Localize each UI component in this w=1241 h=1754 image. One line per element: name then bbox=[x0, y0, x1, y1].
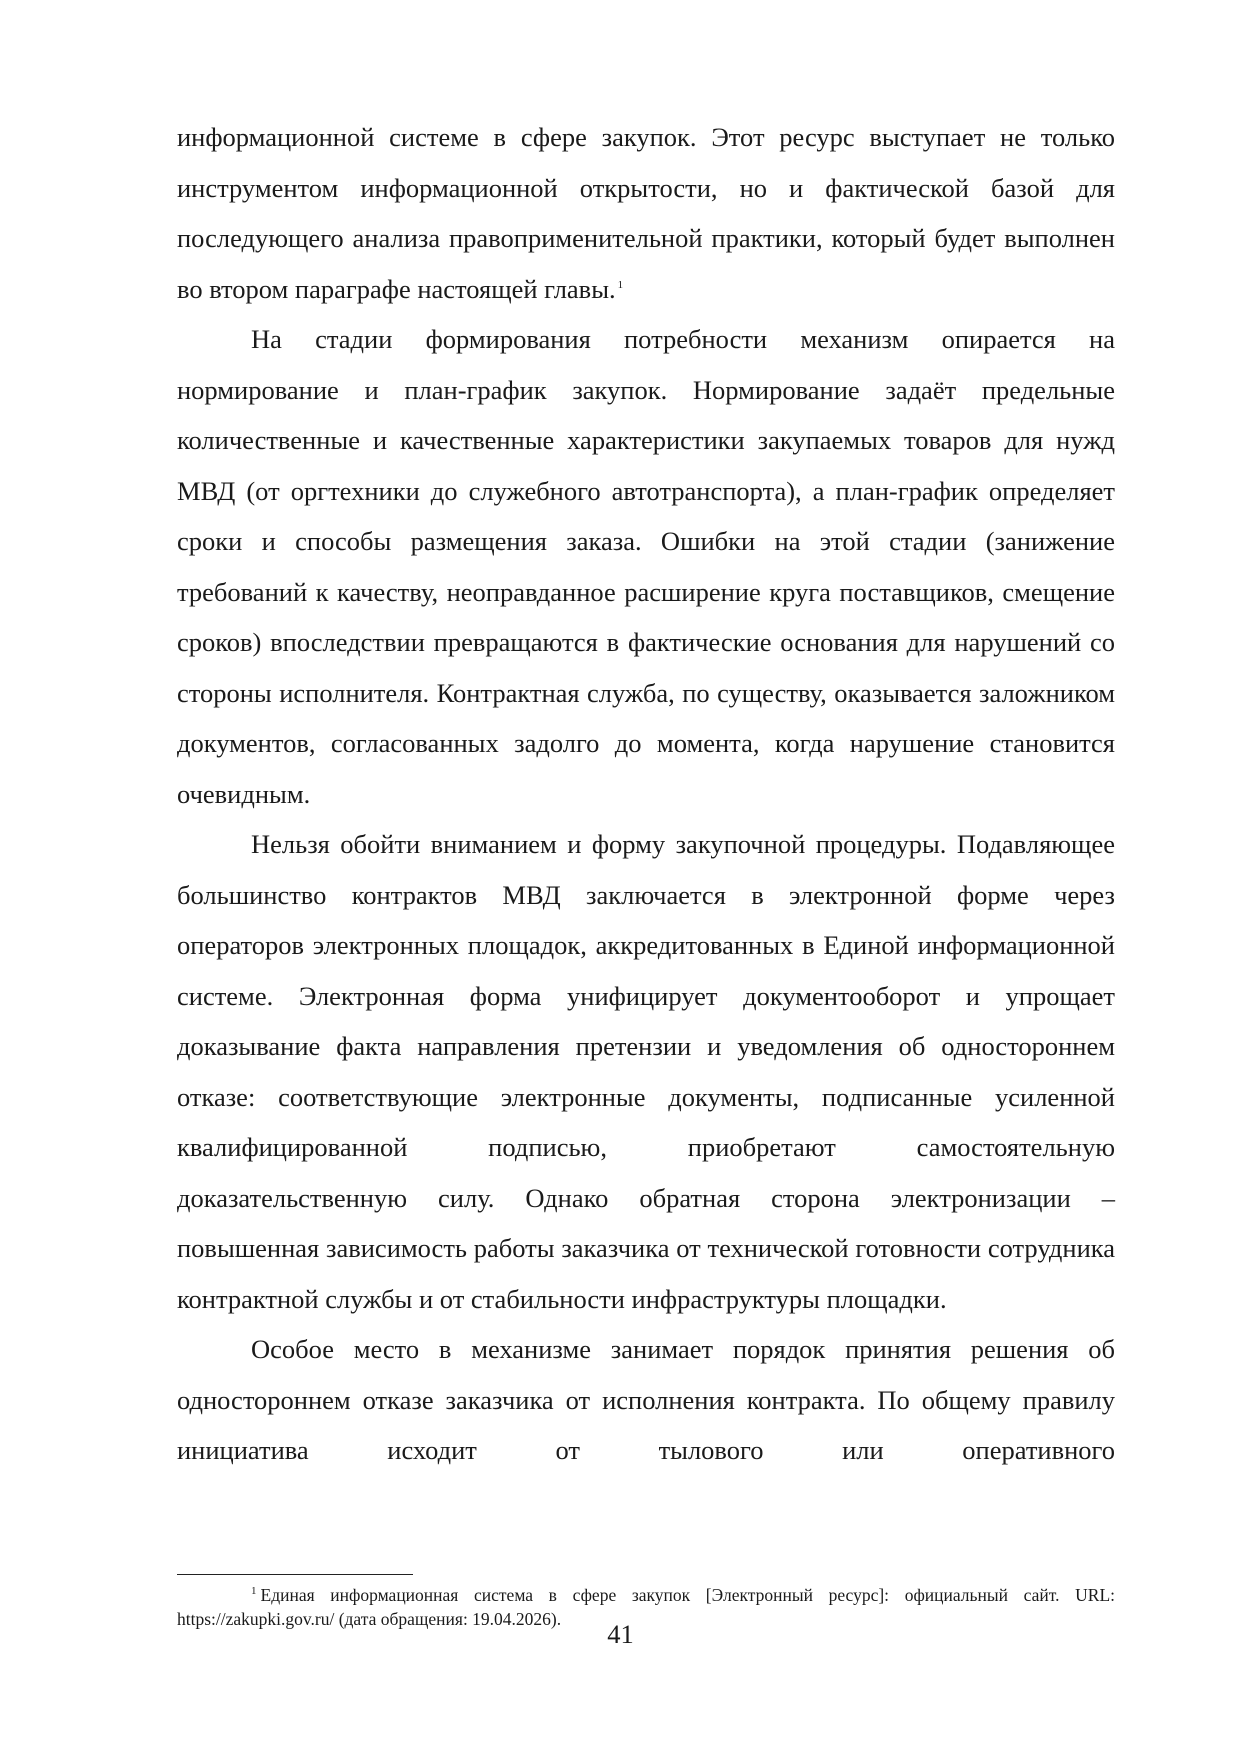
page-number: 41 bbox=[607, 1619, 634, 1649]
paragraph-1-text: информационной системе в сфере закупок. Этот ресурс выступает не только инструментом информационной открытости, но и фактической базой для последующего анализа правоприменительной практики, который будет выполнен во втором параграфе настоящей главы. bbox=[177, 122, 1115, 304]
body-text bbox=[177, 112, 1115, 1476]
paragraph-2: На стадии формирования потребности механизм опирается на нормирование и план-график закупок. Нормирование задаёт предельные количественные и качественные характеристики закупаемых товаров для нужд МВД (от оргтехники до служебного автотранспорта), а план-график определяет сроки и способы размещения заказа. Ошибки на этой стадии (занижение требований к качеству, неоправданное расширение круга поставщиков, смещение сроков) впоследствии превращаются в фактические основания для нарушений со стороны исполнителя. Контрактная служба, по существу, оказывается заложником документов, согласованных задолго до момента, когда нарушение становится очевидным. bbox=[177, 324, 1115, 809]
footnote-text: Единая информационная система в сфере закупок [Электронный ресурс]: официальный сайт. URL: https://zakupki.gov.ru/ (дата обращения: 19.04.2026). bbox=[177, 1585, 1115, 1629]
paragraph-3: Нельзя обойти вниманием и форму закупочной процедуры. Подавляющее большинство контрактов МВД заключается в электронной форме через операторов электронных площадок, аккредитованных в Единой информационной системе. Электронная форма унифицирует документооборот и упрощает доказывание факта направления претензии и уведомления об одностороннем отказе: соответствующие электронные документы, подписанные усиленной квалифицированной подписью, приобретают самостоятельную доказательственную силу. Однако обратная сторона электронизации – повышенная зависимость работы заказчика от технической готовности сотрудника контрактной службы и от стабильности инфраструктуры площадки. bbox=[177, 829, 1115, 1314]
paragraph-1 bbox=[177, 112, 1115, 314]
footnote-separator bbox=[177, 1574, 413, 1575]
footnote-mark: 1 bbox=[251, 1585, 257, 1597]
footnote-reference[interactable]: 1 bbox=[617, 278, 624, 291]
paragraph-4: Особое место в механизме занимает порядок принятия решения об одностороннем отказе заказчика от исполнения контракта. По общему правилу инициатива исходит от тылового или оперативного bbox=[177, 1334, 1115, 1465]
